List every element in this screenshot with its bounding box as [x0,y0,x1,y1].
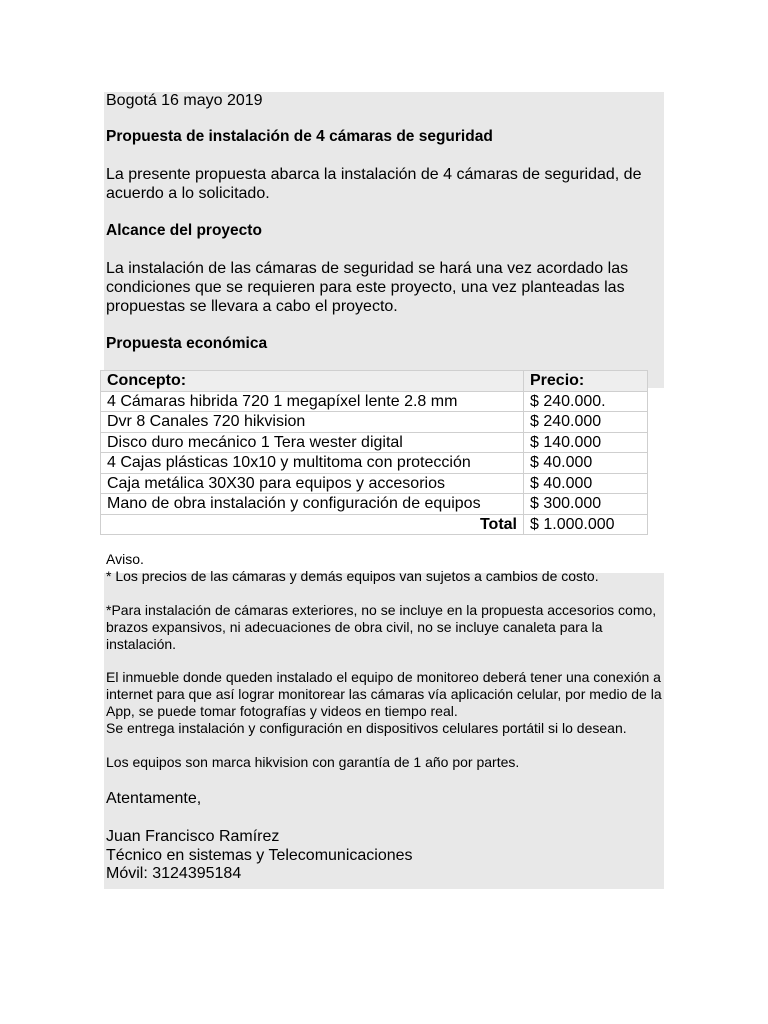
date-line: Bogotá 16 mayo 2019 [106,92,263,109]
table-row [101,432,648,453]
table-total-row [101,514,648,535]
intro-line-2: acuerdo a lo solicitado. [106,185,270,202]
table-row [101,391,648,412]
row-concept: Disco duro mecánico 1 Tera wester digital [101,432,524,453]
economic-heading: Propuesta económica [106,335,268,352]
row-price: $ 40.000 [524,473,648,494]
row-price: $ 140.000 [524,432,648,453]
scope-heading: Alcance del proyecto [106,222,262,239]
scope-line-1: La instalación de las cámaras de seguridad se hará una vez acordado las [106,260,629,277]
total-value: $ 1.000.000 [524,514,648,535]
proposal-title: Propuesta de instalación de 4 cámaras de seguridad [106,128,493,145]
notice-paragraph-3-line-4: Se entrega instalación y configuración en dispositivos celulares portátil si lo desean. [106,720,627,736]
notice-paragraph-4: Los equipos son marca hikvision con garantía de 1 año por partes. [106,754,520,770]
notice-paragraph-3-line-2: internet para que así lograr monitorear las cámaras vía aplicación celular, por medio de la [106,686,662,702]
notice-paragraph-3-line-3: App, se puede tomar fotografías y videos en tiempo real. [106,703,458,719]
row-concept: Caja metálica 30X30 para equipos y accesorios [101,473,524,494]
table-row [101,453,648,474]
scope-line-3: propuestas se llevara a cabo el proyecto. [106,298,398,315]
notice-paragraph-1: * Los precios de las cámaras y demás equipos van sujetos a cambios de costo. [106,568,599,584]
row-price: $ 240.000 [524,412,648,433]
column-header-price: Precio: [524,371,648,392]
table-header-row [101,371,648,392]
table-row [101,412,648,433]
table-row [101,494,648,515]
row-price: $ 40.000 [524,453,648,474]
column-header-concept: Concepto: [101,371,524,392]
signer-phone: Móvil: 3124395184 [106,865,242,882]
intro-line-1: La presente propuesta abarca la instalación de 4 cámaras de seguridad, de [106,166,642,183]
price-table [100,370,648,535]
table-row [101,473,648,494]
scope-line-2: condiciones que se requieren para este proyecto, una vez planteadas las [106,279,625,296]
row-price: $ 240.000. [524,391,648,412]
total-label: Total [101,514,524,535]
notice-paragraph-2-line-1: *Para instalación de cámaras exteriores, no se incluye en la propuesta accesorios como, [106,602,657,618]
row-price: $ 300.000 [524,494,648,515]
notice-paragraph-2-line-3: instalación. [106,636,177,652]
row-concept: Mano de obra instalación y configuración de equipos [101,494,524,515]
notice-paragraph-2-line-2: brazos expansivos, ni adecuaciones de obra civil, no se incluye canaleta para la [106,619,603,635]
closing-greeting: Atentamente, [106,790,202,807]
notice-title: Aviso. [106,551,144,567]
signer-role: Técnico en sistemas y Telecomunicaciones [106,847,413,864]
notice-paragraph-3-line-1: El inmueble donde queden instalado el equipo de monitoreo deberá tener una conexión a [106,669,661,685]
signer-name: Juan Francisco Ramírez [106,828,280,845]
row-concept: 4 Cajas plásticas 10x10 y multitoma con protección [101,453,524,474]
row-concept: 4 Cámaras hibrida 720 1 megapíxel lente 2.8 mm [101,391,524,412]
row-concept: Dvr 8 Canales 720 hikvision [101,412,524,433]
